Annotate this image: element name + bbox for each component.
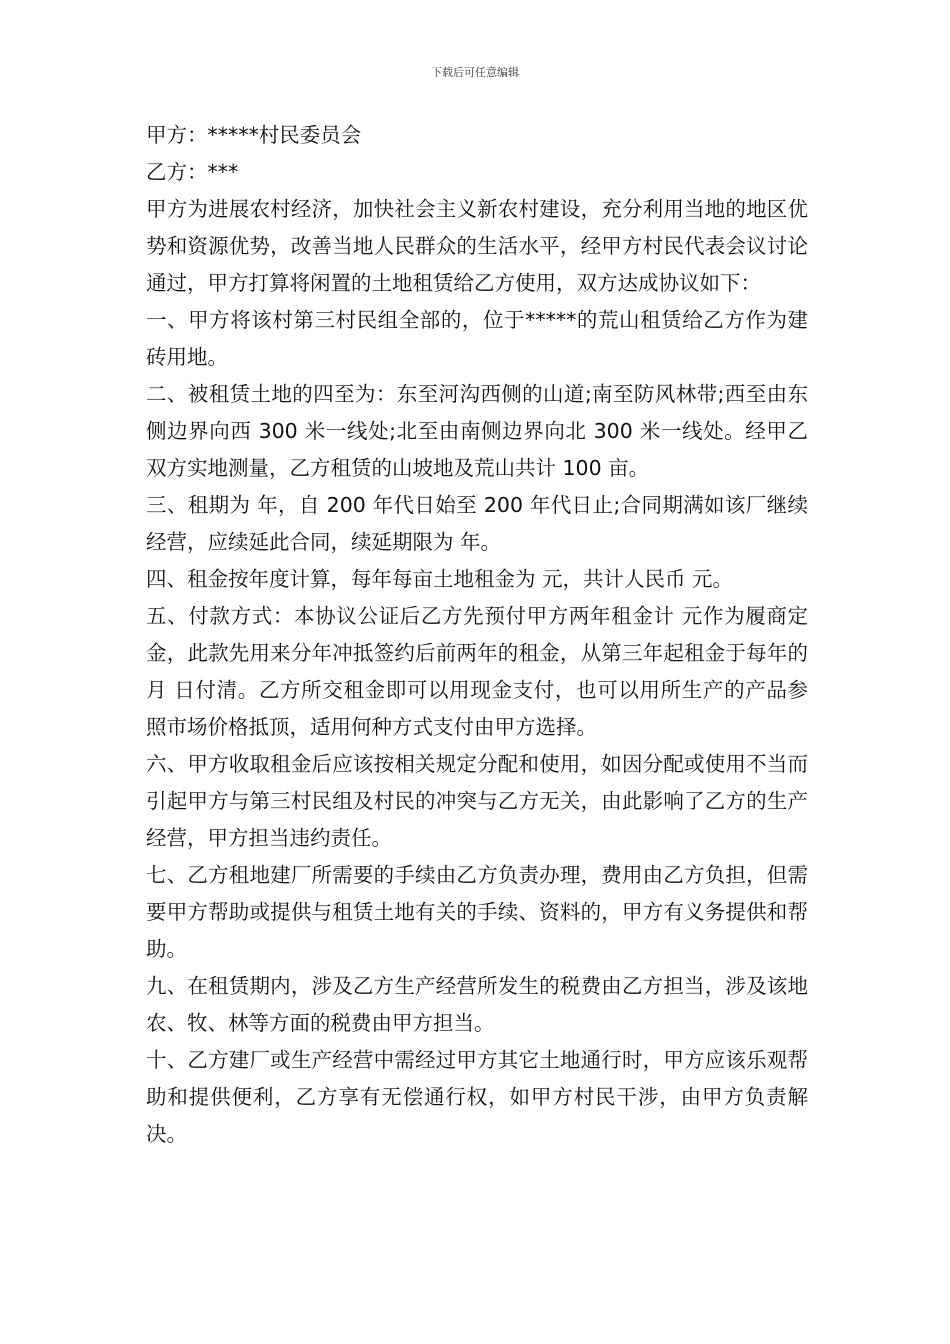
clause-10: 十、乙方建厂或生产经营中需经过甲方其它土地通行时，甲方应该乐观帮助和提供便利，乙方享有无偿通行权，如甲方村民干涉，由甲方负责解决。: [146, 1048, 808, 1146]
clause-3: 三、租期为 年，自 200 年代日始至 200 年代日止;合同期满如该厂继续经营，应续延此合同，续延期限为 年。: [146, 493, 808, 554]
document-body: [146, 117, 808, 1153]
clause-9: 九、在租赁期内，涉及乙方生产经营所发生的税费由乙方担当，涉及该地农、牧、林等方面的税费由甲方担当。: [146, 974, 808, 1035]
clause-1: 一、甲方将该村第三村民组全部的，位于*****的荒山租赁给乙方作为建砖用地。: [146, 308, 808, 369]
party-b-line: 乙方：***: [146, 160, 239, 184]
party-a-line: 甲方：*****村民委员会: [146, 123, 362, 147]
page-header-note: 下载后可任意编辑: [431, 66, 519, 79]
clause-6: 六、甲方收取租金后应该按相关规定分配和使用，如因分配或使用不当而引起甲方与第三村民组及村民的冲突与乙方无关，由此影响了乙方的生产经营，甲方担当违约责任。: [146, 752, 808, 850]
clause-5: 五、付款方式：本协议公证后乙方先预付甲方两年租金计 元作为履商定金，此款先用来分年冲抵签约后前两年的租金，从第三年起租金于每年的 月 日付清。乙方所交租金即可以用现金支付，也可以用所生产的产品参照市场价格抵顶，适用何种方式支付由甲方选择。: [146, 604, 808, 739]
clause-2: 二、被租赁土地的四至为：东至河沟西侧的山道;南至防风林带;西至由东侧边界向西 300 米一线处;北至由南侧边界向北 300 米一线处。经甲乙双方实地测量，乙方租赁的山坡地及荒山共计 100 亩。: [146, 382, 808, 480]
clause-4: 四、租金按年度计算，每年每亩土地租金为 元，共计人民币 元。: [146, 567, 734, 591]
preamble-paragraph: 甲方为进展农村经济，加快社会主义新农村建设，充分利用当地的地区优势和资源优势，改善当地人民群众的生活水平，经甲方村民代表会议讨论通过，甲方打算将闲置的土地租赁给乙方使用，双方达成协议如下：: [146, 197, 808, 295]
clause-7: 七、乙方租地建厂所需要的手续由乙方负责办理，费用由乙方负担，但需要甲方帮助或提供与租赁土地有关的手续、资料的，甲方有义务提供和帮助。: [146, 863, 808, 961]
